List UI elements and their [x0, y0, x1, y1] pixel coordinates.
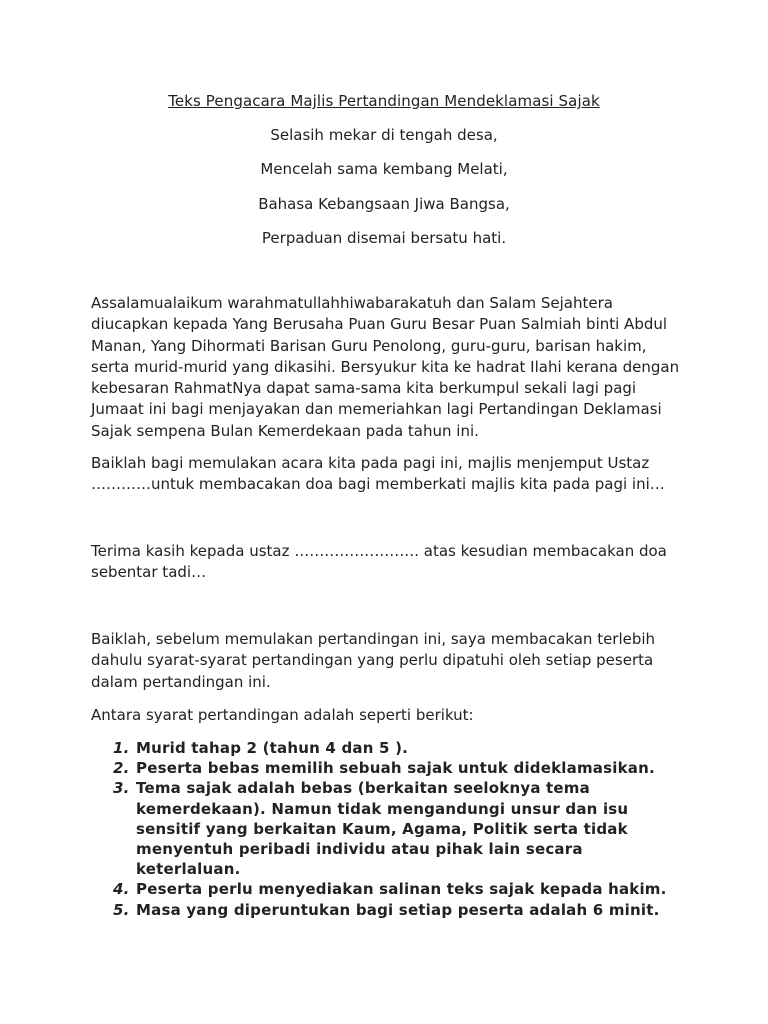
list-item-text: Peserta bebas memilih sebuah sajak untuk dideklamasikan.	[136, 759, 655, 778]
list-item-number: 1.	[113, 739, 130, 757]
poem-line: Selasih mekar di tengah desa,	[270, 126, 498, 144]
list-item-number: 2.	[113, 759, 130, 778]
list-item-number: 4.	[113, 880, 130, 899]
rules-list	[91, 738, 681, 920]
thanks-paragraph: Terima kasih kepada ustaz ……………………. atas kesudian membacakan doa sebentar tadi…	[91, 542, 667, 582]
rules-intro-paragraph: Baiklah, sebelum memulakan pertandingan ini, saya membacakan terlebih dahulu syarat-syarat pertandingan yang perlu dipatuhi oleh setiap peserta dalam pertandingan ini.	[91, 630, 656, 691]
list-item	[91, 738, 681, 758]
list-item-text: Peserta perlu menyediakan salinan teks sajak kepada hakim.	[136, 880, 667, 899]
list-item-text: Masa yang diperuntukan bagi setiap peserta adalah 6 minit.	[136, 900, 660, 919]
document-title: Teks Pengacara Majlis Pertandingan Mendeklamasi Sajak	[168, 92, 600, 110]
list-item-number: 3.	[113, 779, 130, 798]
poem-line: Mencelah sama kembang Melati,	[260, 160, 508, 178]
rules-lead-paragraph: Antara syarat pertandingan adalah seperti berikut:	[91, 706, 474, 724]
list-item-number: 5.	[113, 900, 130, 919]
list-item	[91, 778, 681, 879]
doa-invitation-paragraph: Baiklah bagi memulakan acara kita pada pagi ini, majlis menjemput Ustaz …………untuk membacakan doa bagi memberkati majlis kita pada pagi ini…	[91, 454, 665, 494]
poem-line: Perpaduan disemai bersatu hati.	[261, 229, 507, 247]
poem-line: Bahasa Kebangsaan Jiwa Bangsa,	[258, 195, 510, 213]
list-item-text: Murid tahap 2 (tahun 4 dan 5 ).	[136, 739, 409, 757]
list-item	[91, 879, 681, 899]
list-item	[91, 758, 681, 778]
greeting-paragraph: Assalamualaikum warahmatullahhiwabarakatuh dan Salam Sejahtera diucapkan kepada Yang Berusaha Puan Guru Besar Puan Salmiah binti Abdul Manan, Yang Dihormati Barisan Guru Penolong, guru-guru, barisan hakim, serta murid-murid yang dikasihi. Bersyukur kita ke hadrat Ilahi kerana dengan kebesaran RahmatNya dapat sama-sama kita berkumpul sekali lagi pagi Jumaat ini bagi menjayakan dan memeriahkan lagi Pertandingan Deklamasi Sajak sempena Bulan Kemerdekaan pada tahun ini.	[91, 294, 680, 440]
list-item	[91, 900, 681, 920]
list-item-text: Tema sajak adalah bebas (berkaitan seeloknya tema kemerdekaan). Namun tidak mengandungi unsur dan isu sensitif yang berkaitan Kaum, Agama, Politik serta tidak menyentuh peribadi individu atau pihak lain secara keterlaluan.	[136, 779, 629, 879]
